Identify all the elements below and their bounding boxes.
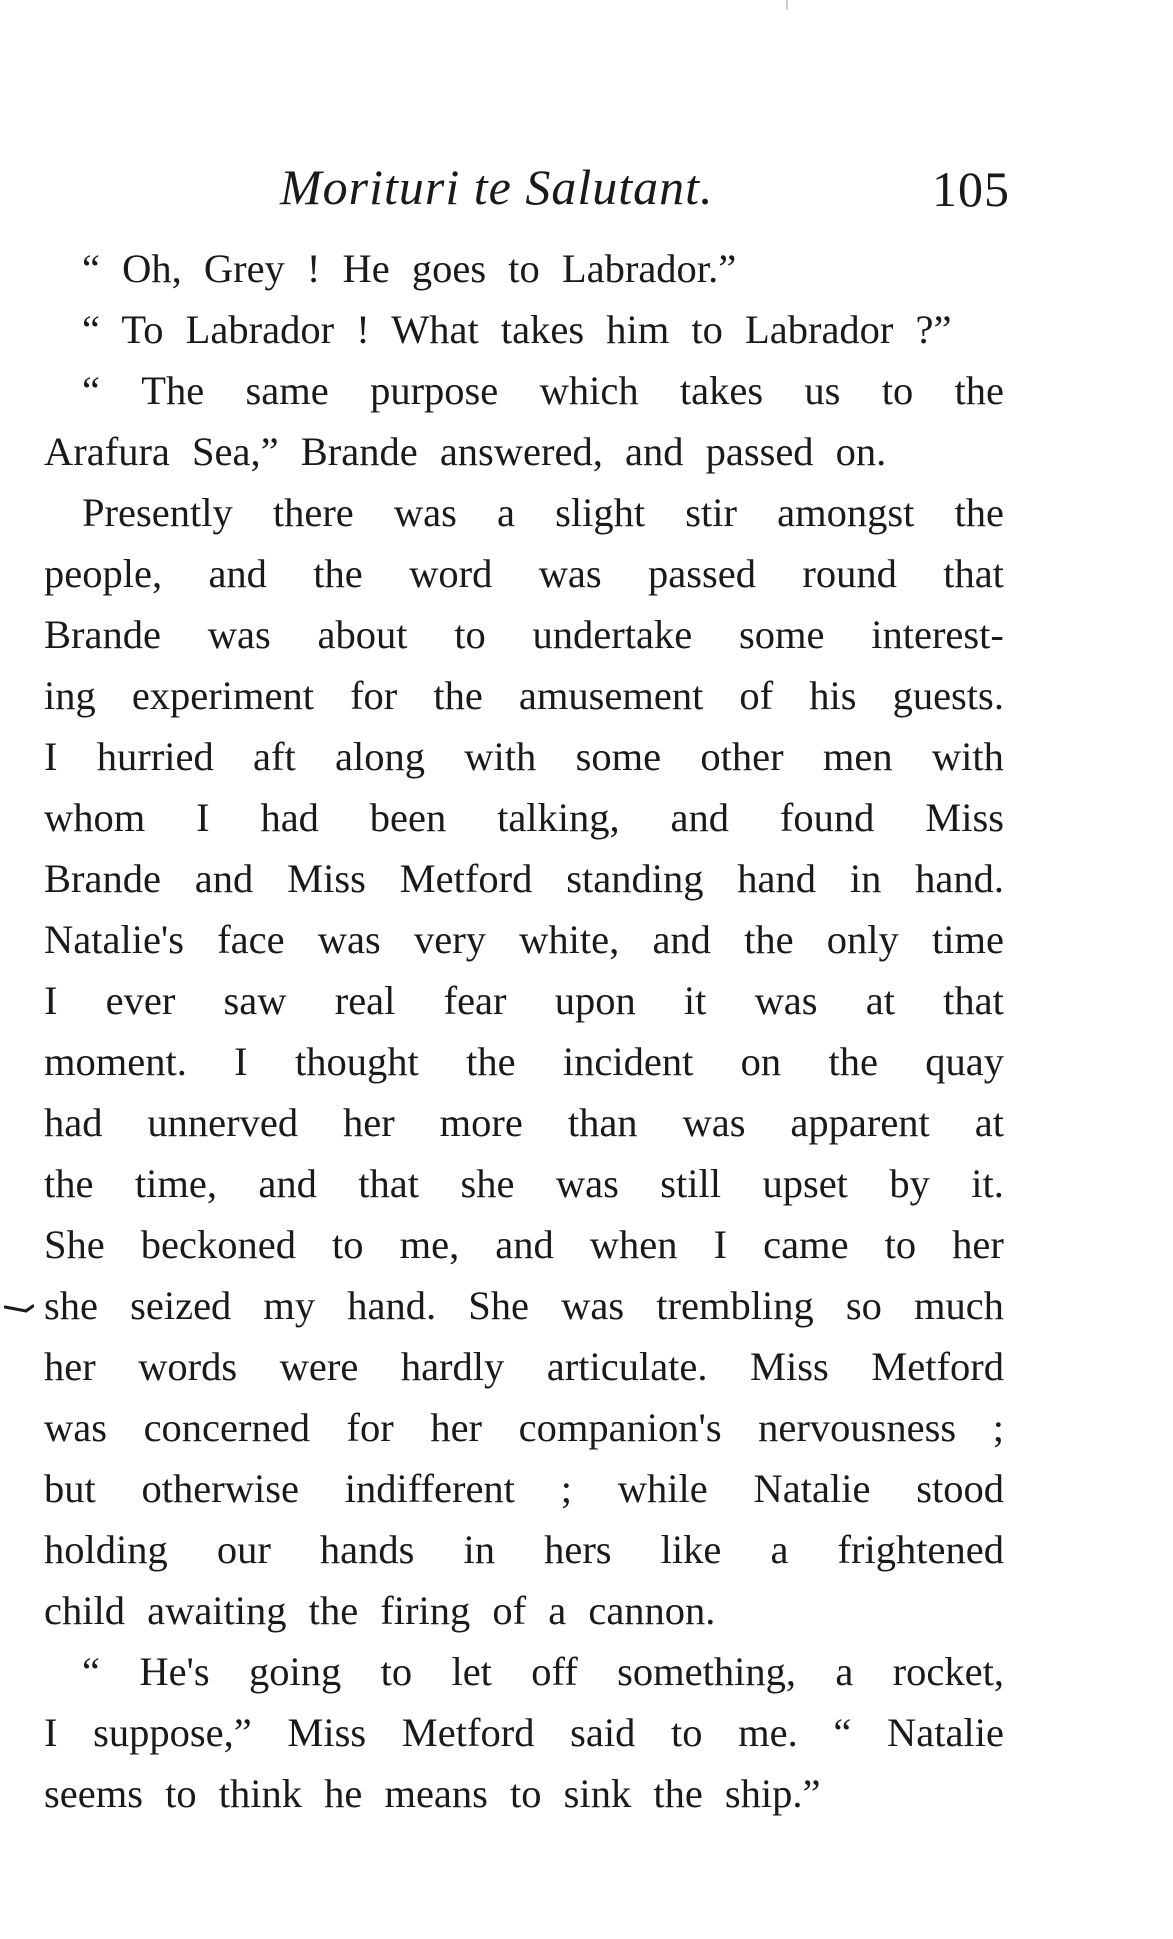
text-line: I ever saw real fear upon it was at that (44, 978, 1004, 1023)
text-line: She beckoned to me, and when I came to her (44, 1222, 1004, 1267)
text-line: Brande was about to undertake some interest- (44, 612, 1004, 657)
margin-dash-mark (4, 1299, 34, 1315)
text-line: Presently there was a slight stir amongst the (82, 490, 1004, 535)
text-line: “ He's going to let off something, a rocket, (82, 1649, 1004, 1694)
text-line: child awaiting the firing of a cannon. (44, 1588, 716, 1633)
text-line: Arafura Sea,” Brande answered, and passed on. (44, 429, 887, 474)
text-line: whom I had been talking, and found Miss (44, 795, 1004, 840)
text-line: the time, and that she was still upset by it. (44, 1161, 1004, 1206)
text-line: but otherwise indifferent ; while Natalie stood (44, 1466, 1004, 1511)
page-number: 105 (932, 161, 1010, 217)
text-line: she seized my hand. She was trembling so much (44, 1283, 1004, 1328)
text-line: “ Oh, Grey ! He goes to Labrador.” (82, 246, 737, 291)
text-line: people, and the word was passed round that (44, 551, 1004, 596)
text-line: moment. I thought the incident on the quay (44, 1039, 1004, 1084)
text-line: her words were hardly articulate. Miss Metford (44, 1344, 1004, 1389)
text-line: “ To Labrador ! What takes him to Labrador ?” (82, 307, 952, 352)
text-line: had unnerved her more than was apparent at (44, 1100, 1004, 1145)
text-line: seems to think he means to sink the ship.” (44, 1771, 821, 1816)
running-head (280, 158, 1010, 218)
text-line: ing experiment for the amusement of his guests. (44, 673, 1004, 718)
text-line: I suppose,” Miss Metford said to me. “ Natalie (44, 1710, 1004, 1755)
body-text (44, 238, 1004, 1824)
scan-mark (786, 0, 788, 10)
text-line: “ The same purpose which takes us to the (82, 368, 1004, 413)
text-line: Natalie's face was very white, and the only time (44, 917, 1004, 962)
text-line: holding our hands in hers like a frightened (44, 1527, 1004, 1572)
running-title: Morituri te Salutant. (280, 159, 714, 215)
text-line: Brande and Miss Metford standing hand in hand. (44, 856, 1004, 901)
text-line: was concerned for her companion's nervousness ; (44, 1405, 1004, 1450)
text-line: I hurried aft along with some other men with (44, 734, 1004, 779)
